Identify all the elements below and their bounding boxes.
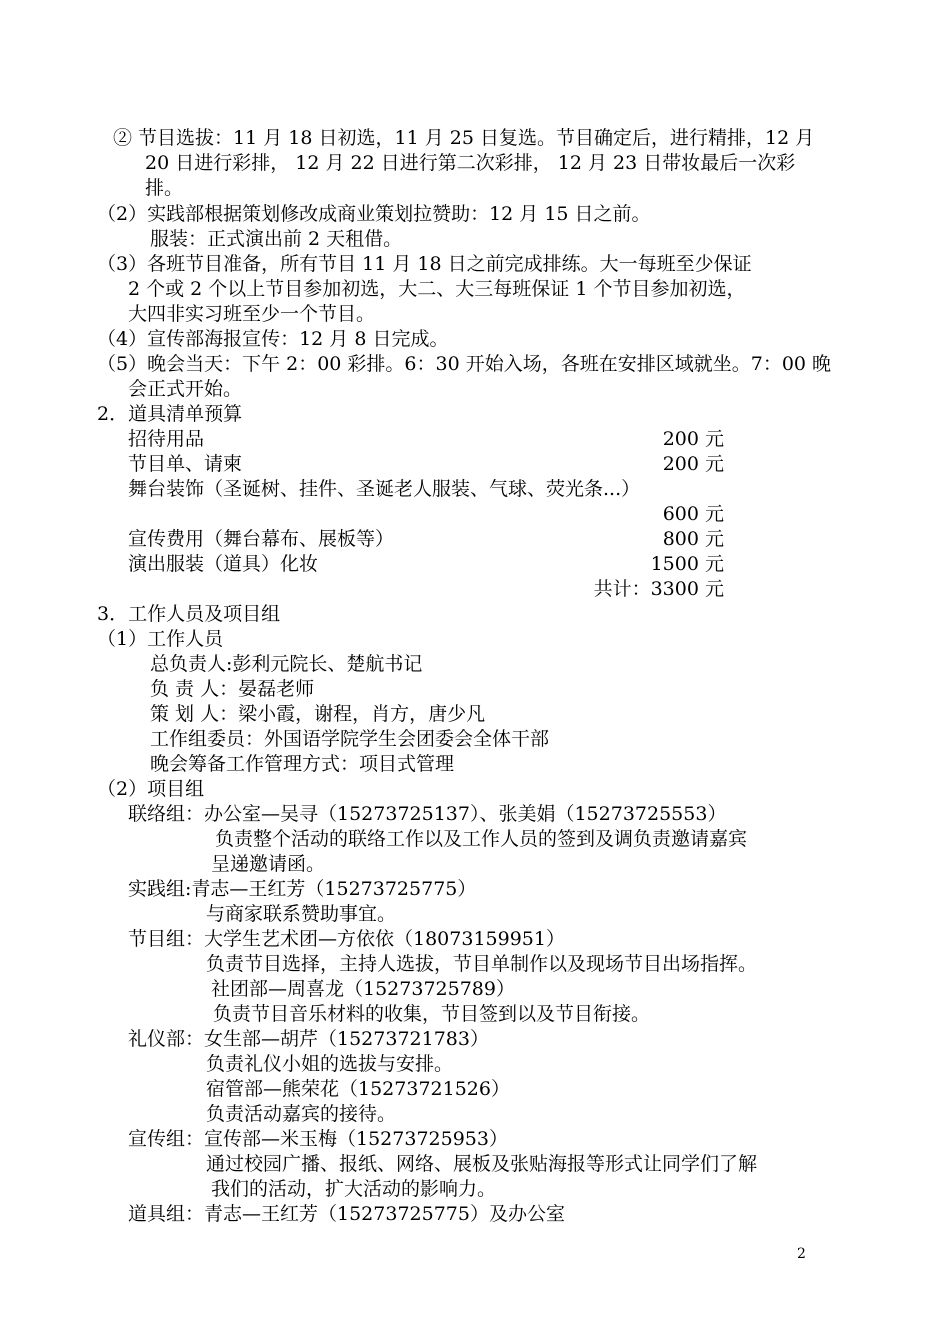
text-line: 与商家联系赞助事宜。 [206, 903, 397, 925]
budget-amount: 1500 元 [650, 553, 724, 575]
text-line: 负责礼仪小姐的选拔与安排。 [206, 1053, 454, 1075]
budget-item: 舞台装饰（圣诞树、挂件、圣诞老人服装、气球、荧光条...） [128, 478, 641, 500]
text-line: 晚会筹备工作管理方式：项目式管理 [150, 753, 455, 775]
text-line: 负责节目选择，主持人选拔，节目单制作以及现场节目出场指挥。 [206, 953, 758, 975]
budget-amount: 800 元 [662, 528, 724, 550]
text-line: 宣传组：宣传部—米玉梅（15273725953） [128, 1128, 508, 1150]
text-line: 20 日进行彩排， 12 月 22 日进行第二次彩排， 12 月 23 日带妆最后一次彩 [145, 152, 796, 174]
budget-item: 招待用品 [128, 428, 205, 450]
page-number: 2 [797, 1246, 806, 1262]
text-line: 节目组：大学生艺术团—方依依（18073159951） [128, 928, 565, 950]
text-line: 大四非实习班至少一个节目。 [128, 303, 376, 325]
text-line: （2）项目组 [97, 778, 205, 800]
text-line: 道具组：青志—王红芳（15273725775）及办公室 [128, 1203, 565, 1225]
text-line: （5）晚会当天：下午 2：00 彩排。6：30 开始入场，各班在安排区域就坐。7：00 晚 [97, 353, 832, 375]
text-line: （4）宣传部海报宣传：12 月 8 日完成。 [97, 328, 449, 350]
text-line: 服装：正式演出前 2 天租借。 [150, 228, 403, 250]
text-line: 联络组：办公室—吴寻（15273725137）、张美娟（15273725553） [128, 803, 727, 825]
text-line: 负责整个活动的联络工作以及工作人员的签到及调负责邀请嘉宾 [215, 828, 748, 850]
section-heading: 3．工作人员及项目组 [97, 603, 281, 625]
text-line: （3）各班节目准备，所有节目 11 月 18 日之前完成排练。大一每班至少保证 [97, 253, 752, 275]
text-line: （1）工作人员 [97, 628, 224, 650]
budget-amount: 600 元 [662, 503, 724, 525]
text-line: 会正式开始。 [128, 378, 243, 400]
text-line: 策 划 人：梁小霞，谢程，肖方，唐少凡 [150, 703, 486, 725]
text-line: 负责节目音乐材料的收集，节目签到以及节目衔接。 [213, 1003, 651, 1025]
text-line: 呈递邀请函。 [211, 853, 326, 875]
budget-amount: 200 元 [662, 453, 724, 475]
budget-item: 宣传费用（舞台幕布、展板等） [128, 528, 395, 550]
text-line: 我们的活动，扩大活动的影响力。 [211, 1178, 497, 1200]
text-line: 宿管部—熊荣花（15273721526） [206, 1078, 510, 1100]
section-heading: 2．道具清单预算 [97, 403, 243, 425]
text-line: 实践组:青志—王红芳（15273725775） [128, 878, 477, 900]
text-line: 负 责 人：晏磊老师 [150, 678, 315, 700]
text-line: 排。 [145, 177, 184, 199]
text-line: 工作组委员：外国语学院学生会团委会全体干部 [150, 728, 550, 750]
text-line: 总负责人:彭利元院长、楚航书记 [150, 653, 423, 675]
budget-total: 共计：3300 元 [593, 578, 724, 600]
budget-amount: 200 元 [662, 428, 724, 450]
budget-item: 节目单、请柬 [128, 453, 243, 475]
budget-item: 演出服装（道具）化妆 [128, 553, 319, 575]
text-line: 负责活动嘉宾的接待。 [206, 1103, 397, 1125]
text-line: 2 个或 2 个以上节目参加初选，大二、大三每班保证 1 个节目参加初选， [128, 278, 746, 300]
text-line: 通过校园广播、报纸、网络、展板及张贴海报等形式让同学们了解 [206, 1153, 758, 1175]
text-line: （2）实践部根据策划修改成商业策划拉赞助：12 月 15 日之前。 [97, 203, 651, 225]
text-line: 礼仪部：女生部—胡芹（15273721783） [128, 1028, 489, 1050]
text-line: ② 节目选拔：11 月 18 日初选，11 月 25 日复选。节目确定后，进行精排，12 月 [113, 127, 815, 149]
text-line: 社团部—周喜龙（15273725789） [211, 978, 515, 1000]
